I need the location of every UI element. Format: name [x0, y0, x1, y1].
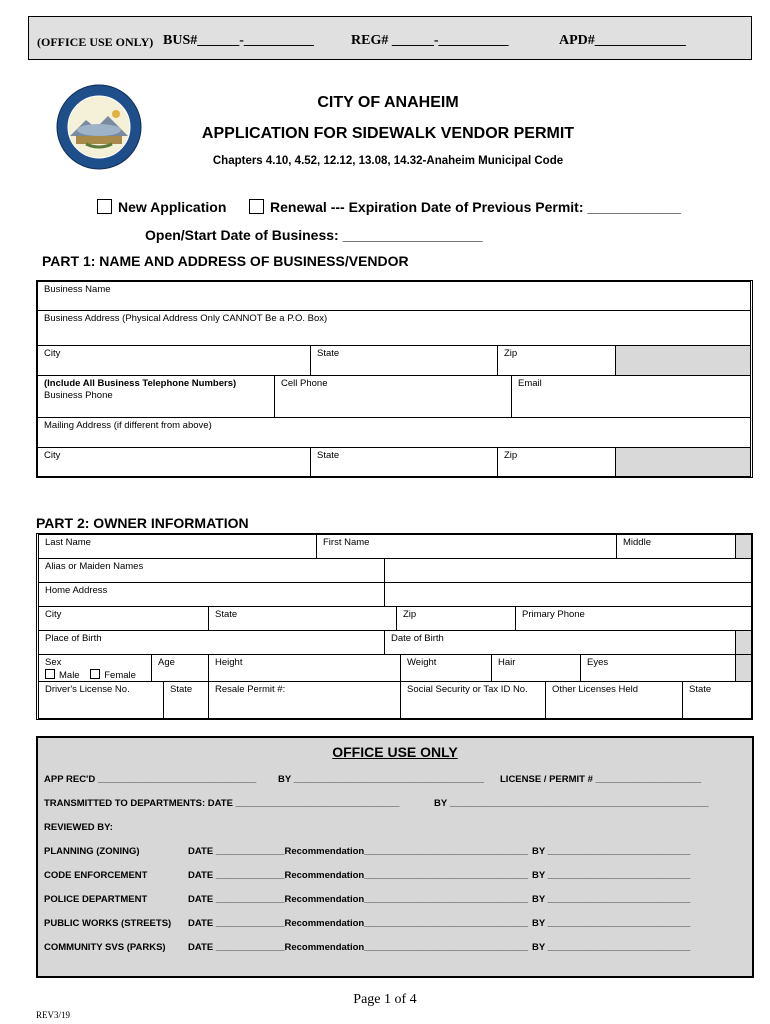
business-state-field[interactable] [310, 345, 498, 376]
mailing-city-field[interactable] [37, 447, 311, 477]
female-checkbox[interactable] [90, 669, 100, 679]
place-of-birth-label: Place of Birth [45, 633, 102, 644]
sex-label: Sex [45, 657, 62, 668]
renewal-option[interactable] [249, 199, 681, 215]
last-name-label: Last Name [45, 537, 91, 548]
bus-number-field[interactable]: BUS#______-__________ [163, 33, 314, 48]
female-label: Female [104, 670, 136, 681]
sex-field[interactable] [38, 654, 152, 682]
date-of-birth-label: Date of Birth [391, 633, 444, 644]
office-use-title: OFFICE USE ONLY [332, 744, 458, 760]
business-address-field[interactable] [37, 310, 751, 346]
email-label: Email [518, 378, 542, 389]
alias-input[interactable] [384, 558, 752, 583]
recommendation-field[interactable]: Recommendation_______________________________ [284, 846, 528, 857]
height-label: Height [215, 657, 243, 668]
business-name-field[interactable] [37, 281, 751, 311]
renewal-checkbox[interactable] [249, 199, 264, 214]
cell-phone-field[interactable] [274, 375, 512, 418]
dept-row-code-enforcement [44, 870, 690, 881]
page-number: Page 1 of 4 [353, 992, 417, 1007]
city-title: CITY OF ANAHEIM [317, 94, 459, 111]
mailing-address-label: Mailing Address (if different from above) [44, 420, 212, 431]
alias-label: Alias or Maiden Names [45, 561, 144, 572]
business-address-label: Business Address (Physical Address Only CANNOT Be a P.O. Box) [44, 313, 328, 324]
weight-field[interactable] [400, 654, 492, 682]
business-zip-label: Zip [504, 348, 518, 359]
business-name-label: Business Name [44, 284, 111, 295]
mailing-state-field[interactable] [310, 447, 498, 477]
reviewed-by-label: REVIEWED BY: [44, 822, 113, 833]
date-of-birth-field[interactable] [384, 630, 736, 655]
review-by-field[interactable]: BY ___________________________ [531, 918, 691, 929]
municipal-code-chapters: Chapters 4.10, 4.52, 12.12, 13.08, 14.32-Anaheim Municipal Code [212, 155, 564, 167]
shaded-cell [735, 630, 752, 655]
owner-city-field[interactable] [38, 606, 209, 631]
business-zip-field[interactable] [497, 345, 616, 376]
dept-name: PLANNING (ZONING) [44, 846, 140, 857]
other-licenses-label: Other Licenses Held [552, 684, 639, 695]
place-of-birth-field[interactable] [38, 630, 385, 655]
part1-title: PART 1: NAME AND ADDRESS OF BUSINESS/VENDOR [42, 253, 409, 269]
review-by-field[interactable]: BY ___________________________ [531, 846, 691, 857]
transmitted-date-field[interactable]: TRANSMITTED TO DEPARTMENTS: DATE _______________________________ [44, 798, 400, 809]
dept-name: PUBLIC WORKS (STREETS) [44, 918, 172, 929]
business-phone-label: Business Phone [44, 390, 113, 401]
mailing-zip-field[interactable] [497, 447, 616, 477]
business-state-label: State [317, 348, 340, 359]
first-name-label: First Name [323, 537, 370, 548]
new-application-label: New Application [118, 199, 227, 215]
recommendation-field[interactable]: Recommendation_______________________________ [284, 942, 528, 953]
review-date-field[interactable]: DATE _____________ [188, 918, 285, 929]
dept-row-planning [44, 846, 690, 857]
mailing-state-label: State [317, 450, 340, 461]
ssn-field[interactable] [400, 681, 546, 719]
resale-permit-field[interactable] [208, 681, 401, 719]
hair-label: Hair [498, 657, 516, 668]
cell-phone-label: Cell Phone [281, 378, 328, 389]
transmitted-by-field[interactable]: BY _________________________________________________ [434, 798, 709, 809]
dept-name: POLICE DEPARTMENT [44, 894, 148, 905]
shaded-cell [735, 654, 752, 682]
mailing-address-field[interactable] [37, 417, 751, 448]
shaded-cell [615, 447, 751, 477]
revision-label: REV3/19 [36, 1010, 71, 1020]
owner-state-field[interactable] [208, 606, 397, 631]
middle-name-field[interactable] [616, 534, 736, 559]
dl-state-field[interactable] [163, 681, 209, 719]
app-received-by-field[interactable]: BY ____________________________________ [278, 774, 484, 785]
first-name-field[interactable] [316, 534, 617, 559]
review-by-field[interactable]: BY ___________________________ [531, 894, 691, 905]
phones-note: (Include All Business Telephone Numbers) [44, 378, 237, 389]
business-city-label: City [44, 348, 61, 359]
review-by-field[interactable]: BY ___________________________ [531, 942, 691, 953]
home-address-label: Home Address [45, 585, 108, 596]
eyes-label: Eyes [587, 657, 609, 668]
office-use-section [36, 736, 754, 978]
other-state-label: State [689, 684, 712, 695]
dept-name: COMMUNITY SVS (PARKS) [44, 942, 166, 953]
last-name-field[interactable] [38, 534, 317, 559]
business-phone-field[interactable] [37, 375, 275, 418]
hair-field[interactable] [491, 654, 581, 682]
ssn-label: Social Security or Tax ID No. [407, 684, 528, 695]
part2-title: PART 2: OWNER INFORMATION [36, 515, 249, 531]
form-title: APPLICATION FOR SIDEWALK VENDOR PERMIT [201, 125, 575, 142]
business-city-field[interactable] [37, 345, 311, 376]
male-label: Male [59, 670, 80, 681]
review-date-field[interactable]: DATE _____________ [188, 942, 285, 953]
app-received-field[interactable]: APP REC'D ______________________________ [44, 774, 257, 785]
primary-phone-field[interactable] [515, 606, 752, 631]
weight-label: Weight [407, 657, 437, 668]
email-field[interactable] [511, 375, 751, 418]
recommendation-field[interactable]: Recommendation_______________________________ [284, 918, 528, 929]
age-field[interactable] [151, 654, 209, 682]
owner-city-label: City [45, 609, 62, 620]
owner-state-label: State [215, 609, 238, 620]
dept-row-community-services [44, 942, 690, 953]
recommendation-field[interactable]: Recommendation_______________________________ [284, 894, 528, 905]
alias-field[interactable] [38, 558, 385, 583]
age-label: Age [158, 657, 175, 668]
dept-row-police [44, 894, 690, 905]
home-address-field[interactable] [38, 582, 385, 607]
drivers-license-label: Driver's License No. [45, 684, 130, 695]
renewal-label: Renewal --- Expiration Date of Previous Permit: ____________ [270, 199, 681, 215]
new-application-checkbox[interactable] [97, 199, 112, 214]
review-date-field[interactable]: DATE _____________ [188, 894, 285, 905]
apd-number-field[interactable]: APD#_____________ [559, 33, 686, 48]
shaded-cell [615, 345, 751, 376]
other-licenses-field[interactable] [545, 681, 683, 719]
dept-row-public-works [44, 918, 690, 929]
eyes-field[interactable] [580, 654, 736, 682]
home-address-input[interactable] [384, 582, 752, 607]
middle-name-label: Middle [623, 537, 651, 548]
resale-permit-label: Resale Permit #: [215, 684, 286, 695]
new-application-option[interactable] [97, 199, 226, 215]
dept-name: CODE ENFORCEMENT [44, 870, 148, 881]
review-date-field[interactable]: DATE _____________ [188, 870, 285, 881]
office-use-header-box [28, 16, 752, 60]
height-field[interactable] [208, 654, 401, 682]
other-state-field[interactable] [682, 681, 752, 719]
open-start-date-field[interactable]: Open/Start Date of Business: __________________ [145, 227, 483, 243]
office-use-label: (OFFICE USE ONLY) [37, 35, 154, 49]
license-permit-field[interactable]: LICENSE / PERMIT # ____________________ [500, 774, 702, 785]
male-checkbox[interactable] [45, 669, 55, 679]
shaded-cell [735, 534, 752, 559]
owner-zip-label: Zip [403, 609, 417, 620]
recommendation-field[interactable]: Recommendation_______________________________ [284, 870, 528, 881]
mailing-zip-label: Zip [504, 450, 518, 461]
primary-phone-label: Primary Phone [522, 609, 585, 620]
dl-state-label: State [170, 684, 193, 695]
review-by-field[interactable]: BY ___________________________ [531, 870, 691, 881]
reg-number-field[interactable]: REG# ______-__________ [351, 33, 509, 48]
owner-zip-field[interactable] [396, 606, 516, 631]
review-date-field[interactable]: DATE _____________ [188, 846, 285, 857]
drivers-license-field[interactable] [38, 681, 164, 719]
mailing-city-label: City [44, 450, 61, 461]
